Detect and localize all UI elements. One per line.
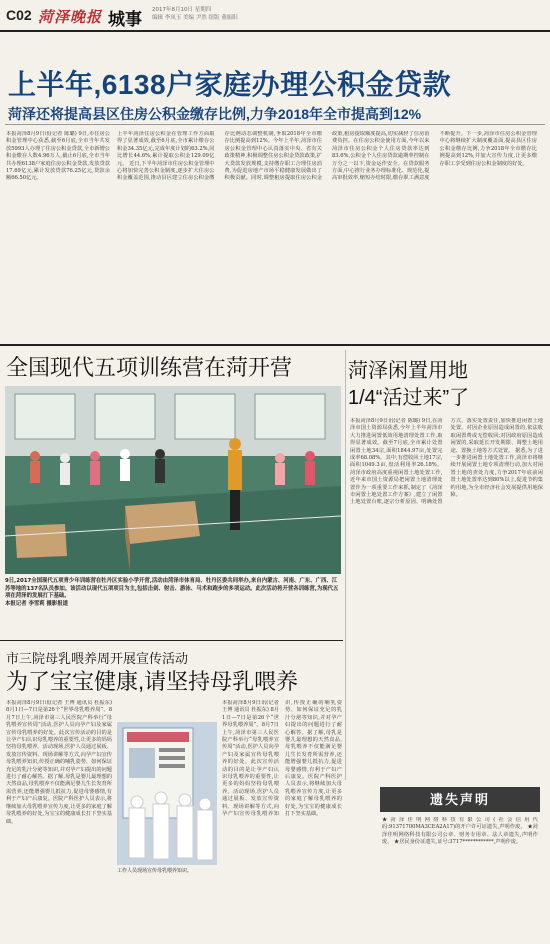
masthead-meta [152, 6, 238, 22]
breastfeeding-illustration [117, 722, 217, 865]
story4-body-col2 [222, 700, 342, 940]
story2-credit: 本报记者 李雪莉 摄影报道 [5, 600, 69, 607]
column-divider [345, 350, 346, 780]
story4-kicker: 市三院母乳喂养周开展宣传活动 [6, 651, 189, 666]
story4-body-text: 本报菏泽8月9日讯(记者 王博 通讯员 杜振东) 8月1日—7日是第26个“世界母乳喂养周”。8月7日上午,菏泽市第三人民医院产科举行“母乳喂养宣传周”活动,医护人员向孕产妇及家属宣传母乳喂养的好处。此次宣传活动的目的是让孕产妇认识母乳喂养的重要性,让更多的妈妈坚持母乳喂养。活动现场,医护人员通过展板、发放宣传资料、现场讲解等方式,向孕产妇宣传母乳喂养知识,传授正确的哺乳姿势、如何保证充足的乳汁分泌等知识,并对孕产妇提出的问题进行了耐心解答。据了解,母乳是婴儿最理想的天然食品,母乳喂养不仅能满足婴儿生长发育所需营养,还能增强婴儿抵抗力,促进母婴感情,有利于产妇产后康复。医院产科医护人员表示,将继续加大母乳喂养宣传力度,让更多的家庭了解母乳喂养的好处,为宝宝的健康成长打下坚实基础。 [6, 700, 112, 825]
breastfeeding-photo [117, 722, 217, 865]
masthead-rule [0, 30, 550, 32]
story2-headline: 全国现代五项训练营在菏开营 [6, 355, 293, 380]
story4-body-text-cont: 本报菏泽8月9日讯(记者 王博 通讯员 杜振东) 8月1日—7日是第26个“世界母乳喂养周”。8月7日上午,菏泽市第三人民医院产科举行“母乳喂养宣传周”活动,医护人员向孕产妇及家属宣传母乳喂养的好处。此次宣传活动的目的是让孕产妇认识母乳喂养的重要性,让更多的妈妈坚持母乳喂养。活动现场,医护人员通过展板、发放宣传资料、现场讲解等方式,向孕产妇宣传母乳喂养知识,传授正确的哺乳姿势、如何保证充足的乳汁分泌等知识,并对孕产妇提出的问题进行了耐心解答。据了解,母乳是婴儿最理想的天然食品,母乳喂养不仅能满足婴儿生长发育所需营养,还能增强婴儿抵抗力,促进母婴感情,有利于产妇产后康复。医院产科医护人员表示,将继续加大母乳喂养宣传力度,让更多的家庭了解母乳喂养的好处,为宝宝的健康成长打下坚实基础。 [222, 700, 342, 818]
story2-caption-text: 9日,2017全国现代五项青少年训练营在牡丹区实验小学开营,活动由菏泽市体育局、牡丹区委共同举办,来自内蒙古、河南、广东、广西、江苏等地的137名队员参加。该活动以现代五项项目为主,包括击剑、射击、游泳、马术和跑步的多项运动。此次活动将开营各训练营,为现代五项在菏泽的发展打下基础。 [5, 578, 339, 600]
page-number: C02 [6, 7, 32, 23]
story3-body-text: 本报菏泽8月9日讯(记者 陈璐) 9日,在菏泽市国土资源局获悉,今年上半年菏泽市大力推进闲置低效用地清理处置工作,取得显著成效。截至7月底,全市累计处置闲置土地34宗,面积1844.97亩,处置完成率68.08%。其中,有偿收回土地17宗,面积1049.3亩,盘活利用率26.18%。 菏泽市政府高度重视闲置土地处置工作,近年来市国土资源局把闲置土地清理处置作为一项重要工作来抓,制定了《菏泽市闲置土地处置工作方案》,建立了闲置土地处置台账,逐宗分析原因、明确处置方式、落实处置责任,加快推进闲置土地处置。对因企业原因造成闲置的,依法收取闲置费或无偿收回;对因政府原因造成闲置的,采取延长开发期限、调整土地用途、置换土地等方式处置。 据悉,为了进一步推进闲置土地处置工作,菏泽市将继续开展闲置土地专项清理行动,加大对闲置土地的查处力度,力争2017年底前闲置土地处置率达到80%以上,促进节约集约用地,为全市经济社会发展提供用地保障。 [350, 418, 543, 506]
notice-body-text: ★菏泽佳明网络科技有限公司(社会信用代码:91371700MA3CEA2A17)的开户许可证遗失,声明作废。 ★菏泽佳明网络科技有限公司公章、财务专用章、法人章遗失,声明作废。 ★居民身份证遗失,证号:3717************,声明作废。 [382, 817, 538, 846]
lost-notice [380, 787, 540, 937]
story1-body-text: 上半年菏泽住房公积金在管理工作方面取得了显著成效,截至6月底,全市累计缴存公积金34.35亿元,完成年度计划的63.2%,同比增长44.6%,累计提取公积金129.09亿元。 近日,下半年菏泽市住房公积金管理中心将加快完善公积金制度,逐步扩大住房公积金覆盖范围,推动县区建立住房公积金缴存比例动态调整机制,争取2018年全市缴存比例提高到12%。今年上半年,菏泽市住房公积金管理中心认真落实中央、省有关政策精神,积极调整住房公积金贷款政策,扩大贷款发放规模,支持缴存职工合理住房消费,为促进房地产市场平稳健康发展做出了积极贡献。同时,调整租房提取住房公积金政策,租房提取额度提高,切实减轻了住房消费负担。在住房公积金使用方面,今年以来菏泽市住房公积金个人住房贷款率达到83.6%,公积金个人住房贷款逾期率控制在万分之一以下,资金运作安全。在贷款服务方面,中心推行业务办理标准化、规范化,提高审批效率,缩短办结时限,缴存职工满意度不断提升。下一步,菏泽市住房公积金管理中心将继续扩大制度覆盖面,提高县区住房公积金缴存比例,力争2018年全市缴存比例提高到12%,并加大宣传力度,让更多缴存职工享受到住房公积金制度的好处。 [117, 131, 537, 182]
story1-rule [5, 124, 545, 125]
story4-photo-caption: 工作人员现场宣传母乳喂养知识。 [117, 868, 193, 874]
date-line: 2017年8月10日 星期四 [152, 7, 212, 13]
notice-body [382, 817, 538, 935]
story1-subhead: 菏泽还将提高县区住房公积金缴存比例,力争2018年全市提高到12% [8, 106, 422, 122]
section-divider [0, 344, 550, 346]
training-camp-photo [5, 386, 341, 574]
story3-body [350, 418, 543, 750]
notice-title: 遗失声明 [380, 787, 540, 812]
story4-rule [0, 640, 343, 641]
story1-headline: 上半年,6138户家庭办理公积金贷款 [8, 69, 452, 100]
training-camp-illustration [5, 386, 341, 574]
section-title: 城事 [108, 10, 142, 29]
story3-headline-line2: 1/4“活过来”了 [348, 387, 470, 409]
story3-headline-line1: 菏泽闲置用地 [348, 360, 468, 382]
story1-lead-text: 本报菏泽8月9日讯(记者 陈璐) 9日,市住房公积金管理中心获悉,截至6月底,全市当年共发放5993人办理了住房公积金贷款,全市新增公积金缴存人数4.96万人,截止6月底,全市当年共办理6138户家庭住房公积金贷款,发放贷款17.69亿元,累计发放贷款76.25亿元,贷款余额66.50亿元。 [6, 131, 110, 182]
story2-caption [5, 578, 341, 608]
story4-body-col1 [6, 700, 112, 940]
story1-body [117, 131, 537, 341]
story4-headline: 为了宝宝健康,请坚持母乳喂养 [6, 669, 299, 694]
story1-lead [6, 131, 110, 341]
story3-headline [348, 358, 469, 412]
newspaper-logo: 菏泽晚报 [38, 10, 103, 26]
editors-line: 编辑 李凤玉 美编 尹然 组版 董振阳 [152, 15, 238, 21]
